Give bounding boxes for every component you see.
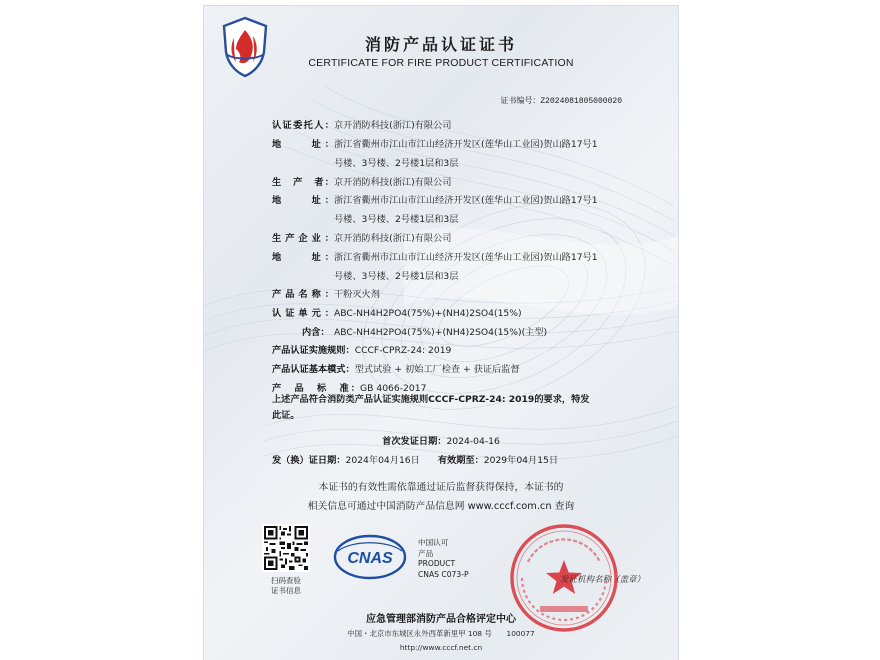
client-label: 认证委托人：	[272, 120, 334, 131]
accreditation-text	[418, 538, 469, 580]
producer-row	[272, 174, 451, 188]
manufacturer-value: 京开消防科技(浙江)有限公司	[334, 233, 452, 244]
issue-date-label: 发（换）证日期：	[272, 455, 346, 466]
statement-line1: 上述产品符合消防类产品认证实施规则CCCF-CPRZ-24: 2019的要求，特发	[272, 394, 590, 405]
product-value: 干粉灭火剂	[334, 289, 380, 300]
mode-row	[272, 361, 520, 375]
rule-row	[272, 342, 451, 356]
issuer-address: 中国・北京市东城区永外西革新里甲 108 号 100077	[347, 629, 535, 638]
issuing-authority: 应急管理部消防产品合格评定中心	[366, 614, 516, 625]
certificate-title-en: CERTIFICATE FOR FIRE PRODUCT CERTIFICATION	[308, 57, 574, 69]
certification-statement	[272, 392, 622, 424]
contains-row	[302, 324, 547, 338]
client-row	[272, 117, 451, 131]
producer-label: 生 产 者：	[272, 177, 334, 188]
manufacturer-label: 生产企业：	[272, 233, 334, 244]
standard-value: GB 4066-2017	[360, 383, 427, 394]
first-issue-value: 2024-04-16	[446, 436, 500, 447]
contains-label: 内含：	[302, 327, 330, 338]
first-issue-date	[204, 433, 678, 447]
qr-caption-line2: 证书信息	[271, 586, 301, 595]
address-label: 地 址：	[272, 195, 334, 206]
contains-value: ABC-NH4H2PO4(75%)+(NH4)2SO4(15%)(主型)	[334, 327, 548, 338]
client-address-line1: 浙江省衢州市江山市江山经济开发区(莲华山工业园)贺山路17号1	[334, 139, 598, 150]
rule-label: 产品认证实施规则：	[272, 345, 355, 356]
issuer-website[interactable]: http://www.cccf.net.cn	[399, 643, 483, 652]
address-label: 地 址：	[272, 139, 334, 150]
statement-line2: 此证。	[272, 410, 300, 421]
issue-date-value: 2024年04月16日	[345, 455, 420, 466]
qr-caption	[256, 576, 316, 596]
unit-label: 认证单元：	[272, 308, 334, 319]
accred-line3: PRODUCT	[418, 559, 456, 568]
notice-line2: 相关信息可通过中国消防产品信息网 www.cccf.com.cn 查询	[307, 501, 575, 512]
issue-validity-dates	[272, 452, 672, 466]
manufacturer-address-row	[272, 249, 598, 263]
certificate-document	[204, 6, 678, 660]
accred-line4: CNAS C073-P	[418, 569, 469, 579]
certificate-number-value: Z2024081805000020	[540, 97, 622, 106]
manufacturer-row	[272, 230, 451, 244]
producer-address-line1: 浙江省衢州市江山市江山经济开发区(莲华山工业园)贺山路17号1	[334, 195, 598, 206]
address-label: 地 址：	[272, 252, 334, 263]
unit-value: ABC-NH4H2PO4(75%)+(NH4)2SO4(15%)	[334, 308, 522, 319]
producer-value: 京开消防科技(浙江)有限公司	[334, 177, 452, 188]
cnas-logo-text: CNAS	[347, 550, 393, 567]
standard-label: 产 品 标 准：	[272, 383, 360, 394]
cnas-accreditation-logo	[332, 534, 408, 580]
mode-label: 产品认证基本模式：	[272, 364, 355, 375]
rule-value: CCCF-CPRZ-24: 2019	[354, 345, 452, 356]
producer-address-row	[272, 192, 598, 206]
certificate-number-label: 证书编号：	[500, 96, 541, 105]
verification-qr-code[interactable]	[262, 524, 310, 572]
client-value: 京开消防科技(浙江)有限公司	[334, 120, 452, 131]
mode-value: 型式试验 + 初始工厂检查 + 获证后监督	[354, 364, 520, 375]
client-address-row	[272, 136, 598, 150]
product-label: 产品名称：	[272, 289, 334, 300]
seal-caption: 发证机构名称（盖章）	[560, 575, 646, 585]
product-row	[272, 286, 380, 300]
first-issue-label: 首次发证日期：	[382, 436, 447, 447]
notice-line1: 本证书的有效性需依靠通过证后监督获得保持，本证书的	[318, 482, 564, 493]
manufacturer-address-line1: 浙江省衢州市江山市江山经济开发区(莲华山工业园)贺山路17号1	[334, 252, 598, 263]
qr-caption-line1: 扫码查验	[271, 576, 301, 585]
accred-line2: 产品	[418, 548, 434, 558]
unit-row	[272, 305, 522, 319]
accred-line1: 中国认可	[418, 538, 449, 547]
validity-label: 有效期至：	[437, 455, 484, 466]
client-address-line2: 号楼、3号楼、2号楼1层和3层	[334, 158, 459, 169]
manufacturer-address-line2: 号楼、3号楼、2号楼1层和3层	[334, 271, 459, 282]
producer-address-line2: 号楼、3号楼、2号楼1层和3层	[334, 214, 459, 225]
validity-value: 2029年04月15日	[483, 455, 559, 466]
certificate-number	[500, 95, 622, 106]
certificate-title: 消防产品认证证书	[364, 35, 517, 54]
